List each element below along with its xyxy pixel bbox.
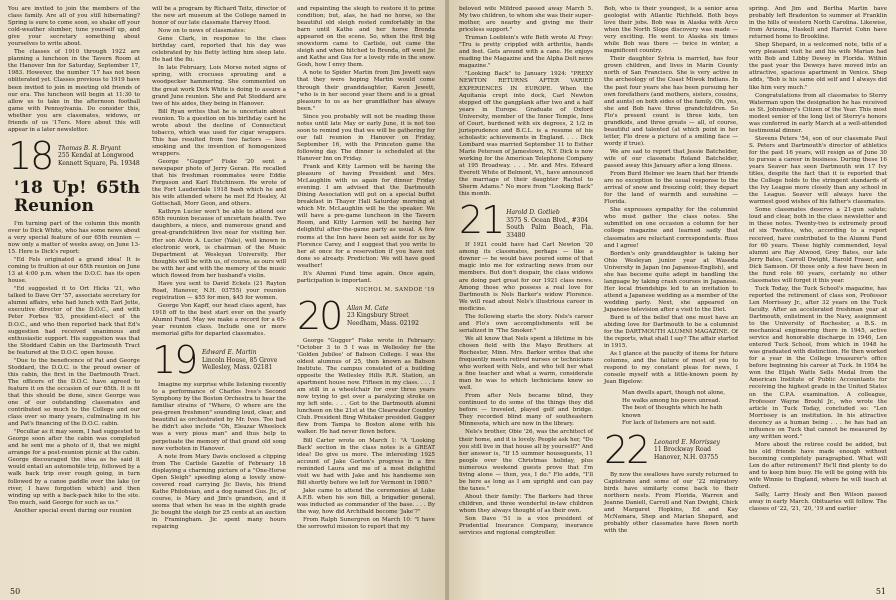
paragraph: Kathryn Lucier won't be able to attend our 65th reunion because of uncertain health. Two daughters, a niece, and numerous grand and great-grandchildren live near for visiting her. Her son Alvin A. Lucier (Yale), well known in electronic work, is chairman of the Music Department at Wesleyan University. Her thoughts will be with us, of course, as ours will be with her and with the memory of the music which flowed from her husband's violin. xyxy=(152,209,286,279)
class-year-number: 21 xyxy=(459,198,504,243)
poem xyxy=(622,390,738,427)
paragraph: As I glance at the paucity of items for future columns, and the failure of most of you to respond to my constant pleas for news, I console myself with a little-known poem by Jean Bigelow: xyxy=(604,351,738,386)
secretary-name: Thomas B. R. Bryant xyxy=(58,144,121,152)
paragraph: Their daughter Sylvia is married, has four grown children, and lives in Marin County north of San Francisco. She is very active in the archeology of the Coast Miwok Indians. In the past four years she has been pursuing her own forefathers (and mothers, sisters, cousins, and aunts) on both sides of the family. Oh, yes, she and Bob have three grandchildren. So Flo's present count is three kids, ten grandkids, and three greats — all, of course, beautiful and talented (at which point in her letter, Flo drew a picture of a smiling face — wordy if true). xyxy=(604,56,738,147)
secretary-name: Leonard E. Morrissey xyxy=(654,438,720,446)
poem-line: He walks among his peers unread. xyxy=(622,397,721,404)
paragraph: Shep Shepard, in a welcomed note, tells of a very pleasant visit he and his wife Marian had with Bob and Libby Dewey in Florida. Within the past year the Deweys have moved into an attractive, spacious apartment in Venice. Shep adds, "Bob is his same old self and I always did like him very much." xyxy=(749,42,887,91)
class-secretary-address xyxy=(202,343,277,372)
address-line: 11 Brockway Road xyxy=(654,446,711,454)
author-signature: NICHOL M. SANDOE '19 xyxy=(355,286,435,293)
poem-line: Man dwells apart, though not alone, xyxy=(622,390,726,397)
class-secretary-address xyxy=(506,203,593,239)
class-header-19 xyxy=(152,338,286,383)
class-secretary-address xyxy=(58,139,140,168)
paragraph: Frank and Kitty Larmon will be having the pleasure of having President and Mrs. McLaughlin with us again for dinner Friday evening. I am advised that the Dartmouth Dining Association will put on a special buffet breakfast in Thayer Hall Saturday morning at which Mr. McLaughlin will be the speaker. We will have a pre-game luncheon in the Tavern Room, and Kitty Larmon will be having her delightful after-the-game party as usual. A few rooms at the Inn have been set aside for us by Florence Carey, and I suggest that you write to her at once for a reservation if you have not done so already. Prediction: We will have good weather! xyxy=(297,164,435,269)
paragraph: Tuck Today, the Tuck School's magazine, has reported the retirement of class son, Professor Len Morrissey Jr., after 32 years on the Tuck faculty. After an accelerated freshman year at Dartmouth, enlistment in the Navy, assignment to the University of Rochester, a B.S. in mechanical engineering there in 1945, active service and honorable discharge in 1946, Len entered Tuck School, from which in 1948 he was graduated with distinction. He then worked for a year in the College treasurer's office before beginning his career at Tuck. In 1954 he won the Elijah Watts Sells Medal from the American Institute of Public Accountants for receiving the highest grade in the United States on the C.P.A. examination. A colleague, Professor Wayne Broehl Jr., who wrote the article in Tuck Today, concluded so: "Len Morrissey is an institution. In his attractive decency as a human being . . . he has had an influence on Tuck that cannot be measured by any written word." xyxy=(749,285,887,440)
right-page xyxy=(447,0,896,600)
address-line: South Palm Beach, Fla. 33480 xyxy=(506,224,593,239)
class-header-21 xyxy=(459,198,593,243)
paragraph: Son Dave '51 is a vice president of Prudential Insurance Company, insurance services and regional comptroller. xyxy=(459,516,593,537)
secretary-name: Harold D. Gotlieb xyxy=(506,209,560,217)
address-line: Kennett Square, Pa. 19348 xyxy=(58,159,140,167)
paragraph: You are invited to join the members of the class family. Are all of you still hibernating? Spring is sure to come soon, so shake off your cold-weather slumber, tune yourself up, and give your secretary something about yourselves to write about. xyxy=(8,6,140,48)
address-line: Hanover, N.H. 03755 xyxy=(654,453,719,461)
paragraph: Since you probably will not be reading these notes until late May or early June, it is not too soon to remind you that we will be gathering for our fall reunion in Hanover on Friday, September 16, with the Princeton game the following day. The dinner is scheduled at the Hanover Inn on Friday. xyxy=(297,113,435,162)
paragraph: In late February, Lois Morse noted signs of spring, with crocuses sprouting and a woodpecker hammering. She commented on the great work Dick White is doing to assure a grand June reunion. She and Pat Stoddard are two of his aides, they being in Hanover. xyxy=(152,65,286,107)
class-secretary-address xyxy=(347,299,419,328)
paragraph: George "Gugger" Fiske '20 sent a newspaper photo of Jerry Geran. He recalled that his freshman roommates were Eddie Ferguson and Karl Hutchinson. He wrote of the Fort Lauderdale 1918 bash which he and his wife attended where he met Ed Healey, Al Gottschall, Morr Goon, and others. xyxy=(152,158,286,208)
paragraph: A note to Spider Martin from Jim Jewett says that they were hoping Martin would come through their granddaughter, Karen Jewett, "who is in her second year there and is a great pleasure to us as her grandfather has always been." xyxy=(297,70,435,112)
paragraph: We are sad to report that Jessie Batchelder, wife of our classmate Roland Batchelder, passed away this January after a long illness. xyxy=(604,148,738,170)
paragraph: Have you sent to David Eckels (21 Rayton Road, Hanover, N.H. 03755) your reunion registration — $55 for men, $45 for women. xyxy=(152,280,286,301)
class-year-number: 18 xyxy=(8,133,53,178)
paragraph: Bill Carter wrote on March 1: "A 'Looking Back' section in the class notes is a GREAT idea! Do give us more. The interesting 1925 account of Jake Gorton's progress in a fire reminded Laura and me of a most delightful visit we had with Jake and his handsome son Bill shortly before we left for Vermont in 1980." xyxy=(297,437,435,486)
paragraph: Burd is of the belief that one must have an abiding love for Dartmouth to be a columnist for the DARTMOUTH ALUMNI MAGAZINE. Of the reports, what shall I say? The affair started in 1915. xyxy=(604,315,738,350)
paragraph: Imagine my surprise while listening recently to a performance of Charles Ives's Second Symphony by the Boston Orchestra to hear the familiar strains of "Where, O where are the pea-green freshmen" sounding loud, clear, and beautiful as orchestrated by Mr. Ives. Too bad he didn't also include "Oh, Eleazar Wheelock was a very pious man" and thus help to perpetuate the memory of that grand old song now verboten in Hanover. xyxy=(152,382,286,452)
paragraph: From Burd Helmer we learn that her friends are no exception to the usual response to the arrival of snow and freezing cold; they depart for the land of warmth and sunshine — Florida. xyxy=(604,171,738,206)
paragraph: George Von Kapff, our head class agent, has 1918 off to the best start ever on the yearly Alumni Fund. May we make a record for a 65-year reunion class. Include one or more memorial gifts for departed classmates. xyxy=(152,302,286,338)
paragraph: will be a program by Richard Teitz, director of the new art museum at the College named in honor of our late classmate Harvey Hood. xyxy=(152,6,286,27)
paragraph: Now on to news of classmates: xyxy=(158,28,246,35)
paragraph: About their family: The Barkers had three children, and three wonderful in-law children whom they always thought of as their own. xyxy=(459,493,593,514)
address-line: 3575 S. Ocean Blvd., #304 xyxy=(506,216,589,224)
paragraph: Sally, Larry Healy and Ben Wilson passed away in early March. Obituaries will follow. The classes of '22, '21, '20, '19 and earlier xyxy=(749,492,887,513)
poem-line: The best of thoughts which he hath known xyxy=(622,405,723,419)
paragraph: "Peculiar as it may seem, I had suggested to George soon after the cabin was completed and he sent me a photo of it, that we might arrange for a post-reunion picnic at the cabin. George discouraged the idea as he said it would entail an automobile trip, followed by a walk back trip over rough going, in turn followed by a canoe paddle over the lake (or river, I have forgotten which) and then winding up with a back-pack hike to the site. Too much, said George for such as us." xyxy=(8,429,140,506)
address-line: Needham, Mass. 02192 xyxy=(347,319,419,327)
paragraph: "Ed suggested it to Ort Hicks '21, who talked to Dave Orr '57, associate secretary for alumni affairs, who had lunch with Earl Jette, executive director of the D.O.C., and with Peter Forbes '83, president-elect of the D.O.C., and who then reported back that Ed's suggestion had received unanimous and enthusiastic support. His suggestion was that the Stoddard Cabin on the Dartmouth Tract be featured at the D.O.C. open house. xyxy=(8,286,140,356)
class-year-number: 22 xyxy=(604,427,649,472)
paragraph: "Ed Fels originated a grand idea! It is coming to fruition at our 65th reunion on June 13 at 4:00 p.m. when the D.O.C. has its open house. xyxy=(8,257,140,285)
column-3 xyxy=(297,6,435,532)
paragraph: From Ralph Sunergren on March 10: "I have the sorrowful mission to report that my xyxy=(297,517,435,531)
page-number-right: 51 xyxy=(875,587,886,596)
address-line: Wellesley, Mass. 02181 xyxy=(202,364,273,372)
paragraph: From after Nels became blind, they continued to do some of the things they did before — traveled, played golf and bridge. They recorded blind many of southeastern Minnesota, which are now in the library. xyxy=(459,393,593,428)
paragraph: She expresses sympathy for the columnist who must gather the class notes. She submitted on one occasion a column for her college magazine and learned sadly that classmates are reluctant correspondents. Russ and I agree! xyxy=(604,207,738,249)
paragraph: spring. And Jim and Bertha Martin have probably left Bradenton to summer at Franklin in the hills of western North Carolina. Likewise, from Arizona, Haskell and Harriet Cohn have returned home to Brookline. xyxy=(749,6,887,41)
paragraph: "Looking Back" to January 1924: "PREXY NEWTON RETURNS AFTER VARIED EXPERIENCES IN EUROPE. When the Aquitania crept into dock, Carl Newton stepped off the gangplank after two and a half years in Europe. Graduate of Oxford University, member of the Inner Temple, Inns of Court, burdened with six degrees, 2 1/2 in jurisprudence and B.C.L. is a resume of his scholastic achievements in England. . . . Dick Lombard was married September 11 to Esther Marie Petersen of Jamestown, N.Y. Dick is now working for the American Telephone Company at 195 Broadway. . . . Mr. and Mrs. Edward Everett White of Belmont, Vt., have announced the marriage of their daughter Rachel to Sherm Adams." No more from "Looking Back" this month. xyxy=(459,71,593,198)
page-number-left: 50 xyxy=(10,587,21,596)
paragraph: By now the swallows have surely returned to Capistrano and some of our '22 migratory birds have similarly come back to their northern nests. From Florida, Warren and Jeanne Daniell, Carroll and Nan Dwight, Chick and Margaret Hopkins, Ed and Kay McNamara, Shep and Marian Shepard, and probably other classmates have flown north with the xyxy=(604,471,738,534)
paragraph: The following starts the story. Nels's career and Flo's own accomplishments will be serialized in "The Smoker." xyxy=(459,313,593,334)
paragraph: The classes of 1910 through 1922 are planning a luncheon in the Tavern Room at the Hanover Inn for Saturday, September 17, 1983. However, the number '17 has not been obliterated yet. Classes previous to 1919 have been invited to join in meeting old friends of our era. The luncheon will begin at 11:30 to allow us to take in the afternoon football game with Pennsylvania. Do consider this, whether you are classmates, widows, or friends of us '17ers. More about this will appear in a later newsletter. xyxy=(8,49,140,133)
paragraph: Truman Loeblein's wife Beth wrote Al Frey: "Tru is pretty crippled with arthritis, hands and feet. Gets around with a cane. He enjoys reading the Magazine and the Alpha Delt news magazine." xyxy=(459,35,593,70)
address-line: Lincoln House, 85 Grove xyxy=(202,356,278,364)
column-5 xyxy=(604,6,738,536)
class-year-number: 20 xyxy=(297,293,342,338)
paragraph: Stevens Peters '54, son of our classmate Paul S. Peters and Dartmouth's director of athletics for the past 16 years, will resign as of June 30 to pursue a career in business. During these 16 years Seaver has seen Dartmouth win 17 Ivy titles, despite the fact that it is reported that the College holds to the stringent standards of the Ivy League more closely than any school in the League. Seaver will always have the warmest good wishes of his father's classmates. xyxy=(749,135,887,206)
paragraph: beloved wife Mildred passed away March 5. My two children, to whom she was their super-mother, are nearby and giving me their priceless support." xyxy=(459,6,593,34)
address-line: 255 Kendal at Longwood xyxy=(58,152,134,160)
paragraph: Bill Ryan writes that he is uncertain about reunion. To a question on his birthday card he wrote about the decline of Connecticut tobacco, which was used for cigar wrappers. This has resulted from two factors — less smoking and the invention of homogenized wrappers. xyxy=(152,108,286,157)
paragraph: It's Alumni Fund time again. Once again, participation is important. xyxy=(297,270,435,284)
paragraph: More about the retiree could be added, but his old friends have made enough without becoming completely paragraphed. What will Len do after retirement? He'll find plenty to do and to keep him busy. He will be going with his wife Winnie to England, where he will teach at Oxford. xyxy=(749,441,887,491)
reunion-headline: '18 Up! 65th Reunion xyxy=(14,177,140,216)
column-1 xyxy=(8,6,140,516)
paragraph: Some classmates deserve a 21-gun salute; loud and clear, both in the class newsletter and in these notes. Twenty-two is extremely proud of six Twoites, who, according to a report received, have contributed to the Alumni Fund for 60 years. These highly commended, loyal alumni are Ray Atwood, Grey Bates, our late Jerry Bates, Carroll Dwight, Harold Fraser, and Dick Samson. Of those only a few have been in the fund role 60 years, certainly no other classmates will forget it this year. xyxy=(749,207,887,284)
class-header-18 xyxy=(8,133,140,178)
paragraph: Nels's brother, Obie '26, was the architect of their home, and it is lovely. People ask her, "Do you still live in that house all by yourself?" And her answer is, "If 15 summer houseguests, 11 people over the Christmas holiday, plus numerous weekend guests prove that I'm living alone — then, yes, I do." Flo adds, "I'll be here as long as I am upright and can pay the taxes." xyxy=(459,429,593,492)
paragraph: I'm turning part of the column this month over to Dick White, who has some news about a very special feature of our 65th reunion — now only a matter of weeks away, on June 13-15. Here is Dick's report: xyxy=(8,220,140,256)
left-page xyxy=(0,0,447,600)
secretary-name: Edward E. Martin xyxy=(202,349,257,357)
paragraph: Gene Clark, in response to the class birthday card, reported that his day was celebrated by his Betty letting him sleep late. He had the flu. xyxy=(152,36,286,64)
class-year-number: 19 xyxy=(152,338,197,383)
paragraph: Congratulations from all classmates to Sterry Waterman upon the designation he has received as St. Johnsbury's Citizen of the Year. This most modest senior of the long list of Sterry's honors was conferred in early March at a well-attended testimonial dinner. xyxy=(749,92,887,134)
paragraph: "Due to the beneficence of Pat and George Stoddard, the D.O.C. is the proud owner of this cabin, the first in the Dartmouth Tract. The officers of the D.O.C. have agreed to feature it on the occasion of our 65th. It is fit that this should be done, since George was one of our outstanding classmates and contributed so much to the College and our class over so many years, culminating in his and Pat's financing of the D.O.C. cabin. xyxy=(8,357,140,428)
paragraph: Borden's only granddaughter is taking her Ohio Wesleyan junior year at Waseda University in Japan (no Japanese-English), and she has become quite adept in handling the language by taking crash courses in Japanese. Her local friendships led to an invitation to attend a Japanese wedding as a member of the wedding party. Next, she appeared on Japanese television after a visit to the Diet. xyxy=(604,250,738,313)
paragraph: Jake came to attend the ceremonies at Luke A.F.B. when his son Bill, a brigadier general, was inducted as commander of the base. . . . By the way, how did Archibald become 'Jake'?" xyxy=(297,487,435,515)
paragraph: Another special event during our reunion xyxy=(14,507,132,514)
address-line: 23 Kingsbury Street xyxy=(347,312,409,320)
secretary-name: Allan M. Cate xyxy=(347,304,389,312)
page-gutter xyxy=(445,0,449,600)
column-4 xyxy=(459,6,593,538)
paragraph: George "Gugger" Fiske wrote in February: "October 3 to 5 I was in Wellesley for the 'Golden Jubilee' of Babson College. I was the oldest alumnus of 25, then known as Babson Institute. The campus consisted of a building opposite the Wellesley Hills R.R. Station, an apartment house now. Fifteen in my class. . . . I am still in a wheelchair for over three years now trying to get over a paralyzing stroke on my left side. . . . Got to the Dartmouth alumni luncheon on the 21st at the Clearwater Country Club. President Bing Whitaker presided. Gugger flew from Tampa to Boston alone with his walker. He had never flown before. xyxy=(297,337,435,436)
class-secretary-address xyxy=(654,433,720,462)
paragraph: and repainting the sleigh to restore it to prime condition; but, alas, he had no horse, so the beautiful old sleigh rested comfortably in the barn until Kathe and her horse Brenda appeared on the scene. So, when the first big snowstorm came to Carlisle, out came the sleigh and when hitched to Brenda, off went Jic and Kathe and Gus for a lovely ride in the snow. Gosh, how I envy them. xyxy=(297,6,435,69)
poem-line: For lack of listeners are not said. xyxy=(622,420,716,427)
paragraph: If 1921 could have had Carl Newton '20 among its classmates, perhaps — like a downer — he would have poured some of that magic into me for extracting news from our members. But don't despair, the class widows are doing part great for our 1921 class news. Among those who possess a real love for Dartmouth is Nels Barker's widow Florence. We will read about Nels's illustrious career in medicine. xyxy=(459,242,593,312)
column-2 xyxy=(152,6,286,532)
class-header-22 xyxy=(604,427,738,472)
paragraph: Bob, who is their youngest, is a senior area geologist with Atlantic Richfield. Both boys love their jobs. Bob was in Alaska with Arco when the North Slope discovery was made — very exciting. He went to Alaska six times while Bob was there — twice in winter, a magnificent country. xyxy=(604,6,738,55)
column-6 xyxy=(749,6,887,514)
paragraph: We all know that Nels spent a lifetime in his chosen field with the Mayo Brothers at Rochester, Minn. Mrs. Barker writes that she frequently meets retired nurses or technicians who worked with Nels, and who tell her what a fine teacher and what a warm, considerate man he was to which technicians knew so well. xyxy=(459,335,593,392)
class-header-20 xyxy=(297,293,435,338)
paragraph: A note from Mary Davis enclosed a clipping from The Carlisle Gazette of February 18 displaying a charming picture of a "One-Horse Open Sleigh" speeding along a lovely snow-covered road carrying Jic Davis, his friend Kathe Philobsian, and a dog named Gus. Jic, of course, is Mary and Jim's grandson, and it seems that when he was in the eighth grade Jic bought the sleigh for 25 cents at an auction in Framingham. Jic spent many hours repairing xyxy=(152,453,286,531)
